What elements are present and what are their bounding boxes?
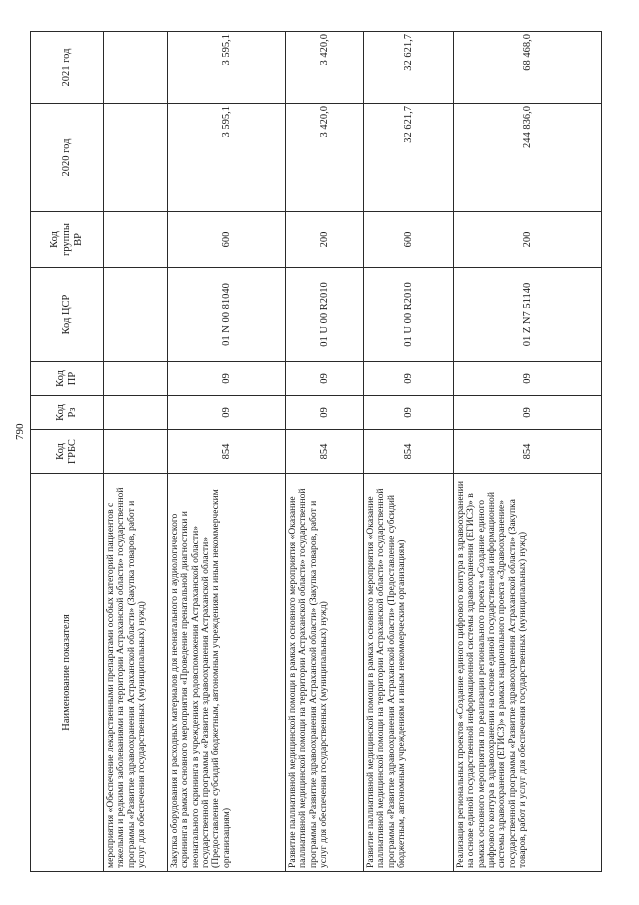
- row-name: мероприятия «Обеспечение лекарственными препаратами особых категорий пациентов с тяжелыми и редкими заболеваниями на территории Астраханской области» государственной программы «Развитие здравоохранения Астраханской области» (Закупка товаров, работ и услуг для обеспечения государственных (муниципальных) нужд): [104, 474, 168, 872]
- row-rz: [104, 396, 168, 430]
- header-csr: Код ЦСР: [31, 268, 104, 362]
- row-csr: 01 U 00 R2010: [286, 268, 364, 362]
- header-vr: Код группы ВР: [31, 212, 104, 268]
- row-rz: 09: [364, 396, 454, 430]
- table-row: [286, 32, 364, 872]
- row-vr: 600: [168, 212, 286, 268]
- row-grbs: 854: [454, 430, 602, 474]
- row-2020: 3 420,0: [286, 104, 364, 212]
- row-2021: 3 420,0: [286, 32, 364, 104]
- row-vr: 200: [286, 212, 364, 268]
- row-csr: 01 N 00 81040: [168, 268, 286, 362]
- row-rz: 09: [454, 396, 602, 430]
- row-pr: 09: [286, 362, 364, 396]
- row-grbs: 854: [286, 430, 364, 474]
- row-2020: 32 621,7: [364, 104, 454, 212]
- row-name: Развитие паллиативной медицинской помощи в рамках основного мероприятия «Оказание паллиативной медицинской помощи на территории Астраханской области» государственной программы «Развитие здравоохранения Астраханской области» (Предоставление субсидий бюджетным, автономным учреждениям и иным некоммерческим организациям): [364, 474, 454, 872]
- row-2020: 244 836,0: [454, 104, 602, 212]
- row-rz: 09: [286, 396, 364, 430]
- table-row: [454, 32, 602, 872]
- row-pr: [104, 362, 168, 396]
- header-rz: Код Рз: [31, 396, 104, 430]
- row-pr: 09: [168, 362, 286, 396]
- row-grbs: 854: [168, 430, 286, 474]
- header-pr: Код ПР: [31, 362, 104, 396]
- row-2020: 3 595,1: [168, 104, 286, 212]
- row-2021: 3 595,1: [168, 32, 286, 104]
- table-row: [364, 32, 454, 872]
- row-name: Развитие паллиативной медицинской помощи в рамках основного мероприятия «Оказание паллиативной медицинской помощи на территории Астраханской области» государственной программы «Развитие здравоохранения Астраханской области» (Закупка товаров, работ и услуг для обеспечения государственных (муниципальных) нужд): [286, 474, 364, 872]
- header-2020: 2020 год: [31, 104, 104, 212]
- row-csr: [104, 268, 168, 362]
- page-number: 790: [14, 423, 26, 440]
- row-csr: 01 U 00 R2010: [364, 268, 454, 362]
- row-pr: 09: [364, 362, 454, 396]
- budget-table: [30, 31, 602, 872]
- header-row: [31, 32, 104, 872]
- row-vr: 200: [454, 212, 602, 268]
- row-2021: 32 621,7: [364, 32, 454, 104]
- row-rz: 09: [168, 396, 286, 430]
- row-vr: [104, 212, 168, 268]
- header-2021: 2021 год: [31, 32, 104, 104]
- header-name: Наименование показателя: [31, 474, 104, 872]
- row-2021: [104, 32, 168, 104]
- row-pr: 09: [454, 362, 602, 396]
- document-table-frame: [30, 32, 600, 872]
- row-name: Реализация региональных проектов «Создание единого цифрового контура в здравоохранении на основе единой государственной информационной системы здравоохранения (ЕГИСЗ)» в рамках основного мероприятия по реализации регионального проекта «Создание единого цифрового контура в здравоохранении на основе единой государственной информационной системы здравоохранения (ЕГИСЗ)» в рамках национального проекта «Здравоохранение» государственной программы «Развитие здравоохранения Астраханской области» (Закупка товаров, работ и услуг для обеспечения государственных (муниципальных) нужд): [454, 474, 602, 872]
- row-2020: [104, 104, 168, 212]
- row-grbs: [104, 430, 168, 474]
- row-grbs: 854: [364, 430, 454, 474]
- table-row: [168, 32, 286, 872]
- row-csr: 01 Z N7 51140: [454, 268, 602, 362]
- row-vr: 600: [364, 212, 454, 268]
- row-name: Закупка оборудования и расходных материалов для неонатального и аудиологического скрининга в рамках основного мероприятия «Проведение пренатальной диагностики и неонатального скрининга в учреждениях родовспоможения Астраханской области» государственной программы «Развитие здравоохранения Астраханской области» (Предоставление субсидий бюджетным, автономным учреждениям и иным некоммерческим организациям): [168, 474, 286, 872]
- row-2021: 68 468,0: [454, 32, 602, 104]
- table-row: [104, 32, 168, 872]
- header-grbs: Код ГРБС: [31, 430, 104, 474]
